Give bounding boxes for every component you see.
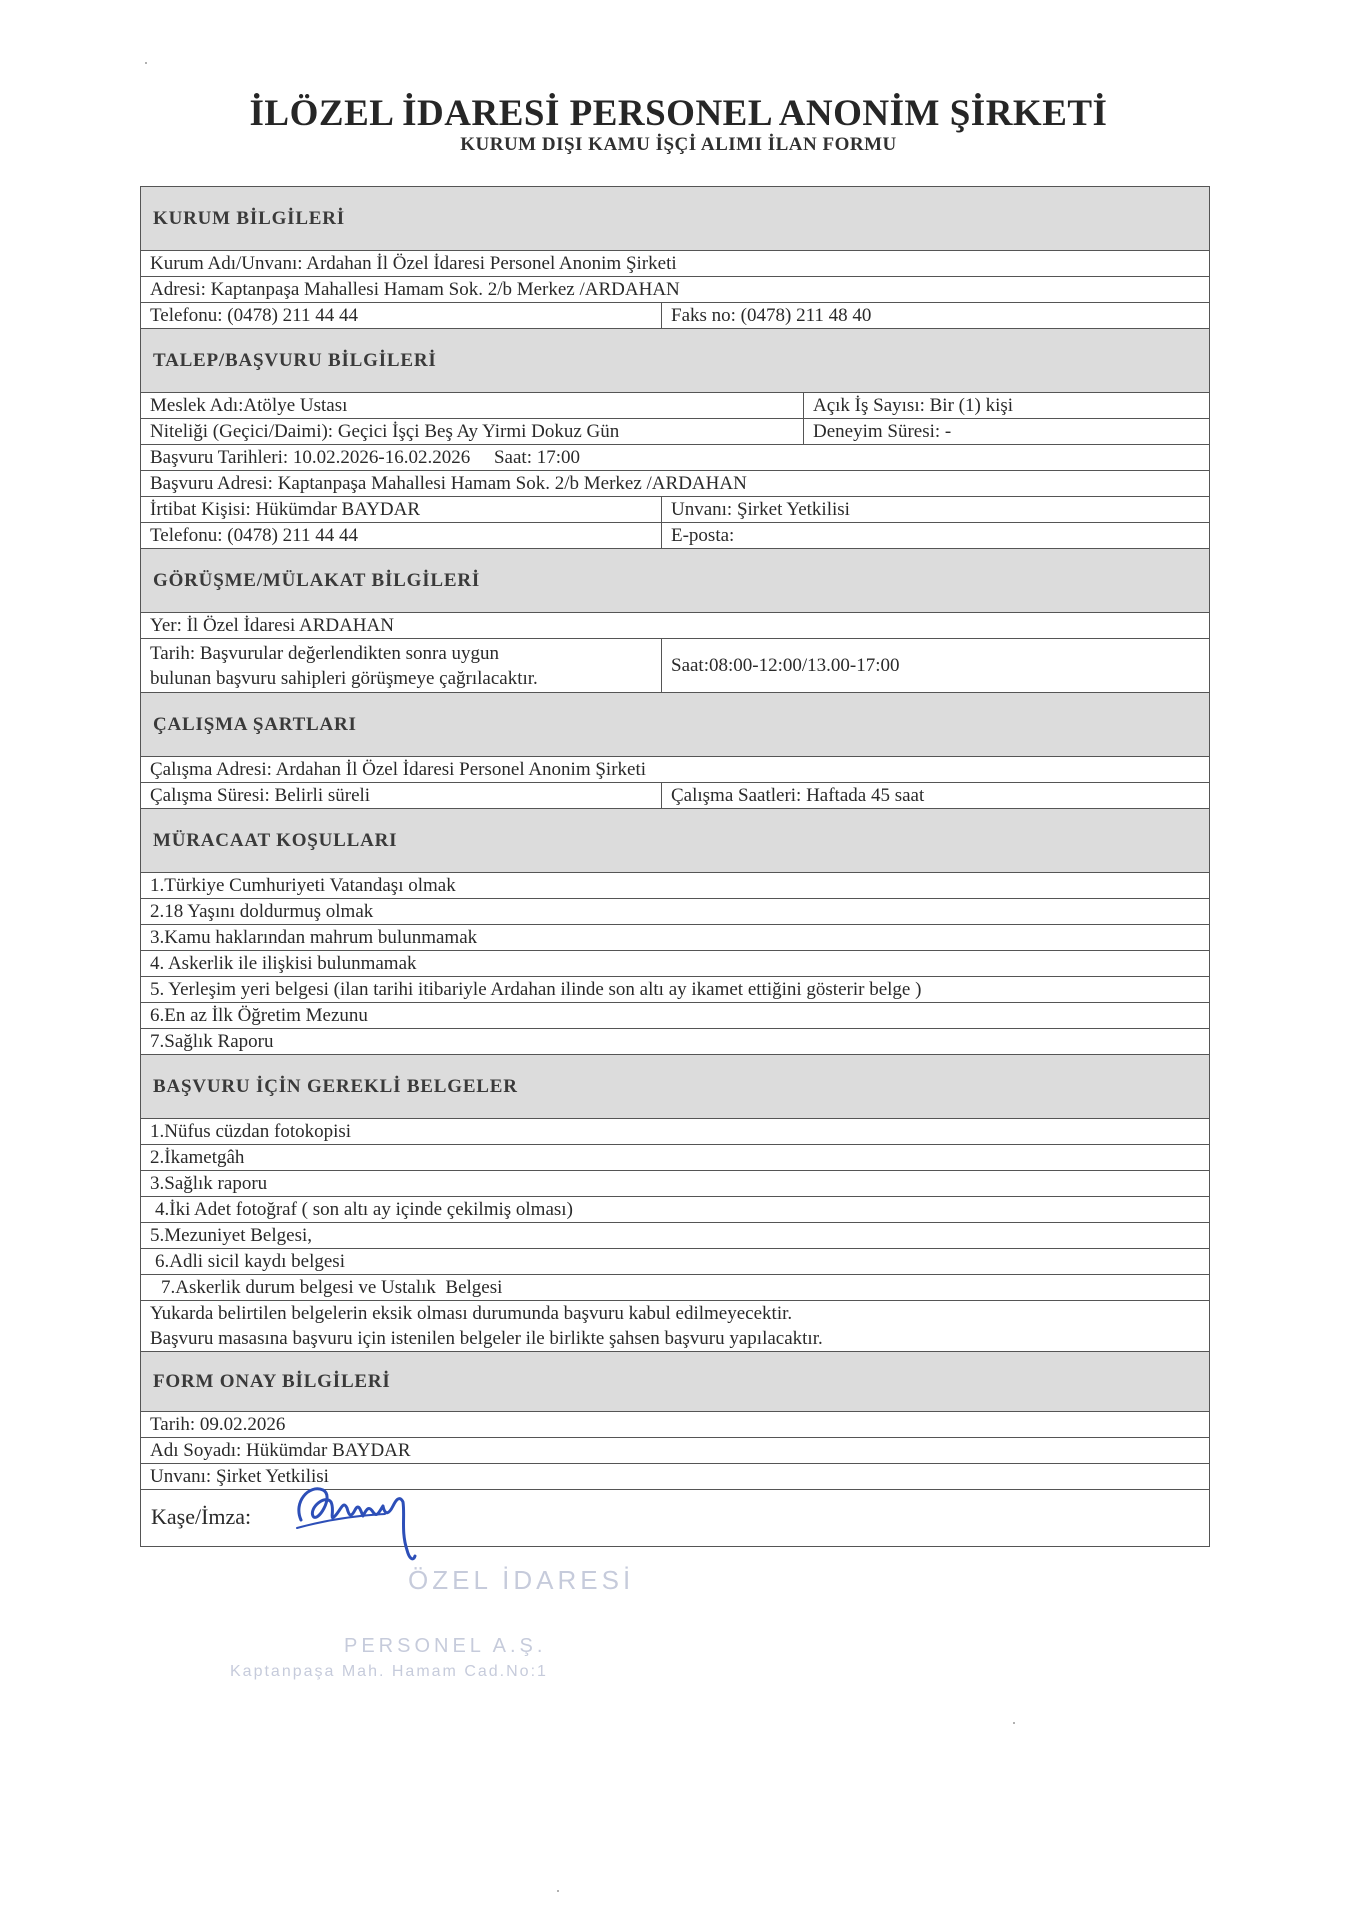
talep-phone: Telefonu: (0478) 211 44 44 xyxy=(150,525,358,546)
muracaat-item xyxy=(141,1003,1209,1029)
belge-item xyxy=(141,1197,1209,1223)
onay-date-row xyxy=(141,1412,1209,1438)
belge-item xyxy=(141,1275,1209,1301)
scan-speck xyxy=(1013,1722,1015,1724)
belge-item-4: 4.İki Adet fotoğraf ( son altı ay içinde çekilmiş olması) xyxy=(155,1199,573,1220)
gorusme-date-row xyxy=(141,639,1209,693)
kurum-phone: Telefonu: (0478) 211 44 44 xyxy=(150,305,358,326)
belge-item-1: 1.Nüfus cüzdan fotokopisi xyxy=(150,1121,352,1142)
muracaat-item-6: 6.En az İlk Öğretim Mezunu xyxy=(150,1005,368,1026)
muracaat-item-3: 3.Kamu haklarından mahrum bulunmamak xyxy=(150,927,478,948)
section-muracaat-heading: MÜRACAAT KOŞULLARI xyxy=(141,809,1209,873)
talep-job-row xyxy=(141,393,1209,419)
talep-openings: Açık İş Sayısı: Bir (1) kişi xyxy=(803,393,1209,418)
section-kurum-heading: KURUM BİLGİLERİ xyxy=(141,187,1209,251)
talep-phone-row xyxy=(141,523,1209,549)
page-subtitle: KURUM DIŞI KAMU İŞÇİ ALIMI İLAN FORMU xyxy=(460,134,897,155)
belgeler-note-1: Yukarda belirtilen belgelerin eksik olması durumunda başvuru kabul edilmeyecektir. xyxy=(150,1303,793,1324)
talep-address: Başvuru Adresi: Kaptanpaşa Mahallesi Hamam Sok. 2/b Merkez /ARDAHAN xyxy=(150,473,747,494)
kurum-name-row xyxy=(141,251,1209,277)
muracaat-item xyxy=(141,925,1209,951)
talep-nature: Niteliği (Geçici/Daimi): Geçici İşçi Beş Ay Yirmi Dokuz Gün xyxy=(150,421,620,442)
talep-address-row xyxy=(141,471,1209,497)
stamp-line-2: PERSONEL A.Ş. xyxy=(344,1635,547,1657)
talep-contact-title: Unvanı: Şirket Yetkilisi xyxy=(661,497,1209,522)
talep-email: E-posta: xyxy=(661,523,1209,548)
section-gorusme-heading: GÖRÜŞME/MÜLAKAT BİLGİLERİ xyxy=(141,549,1209,613)
signature-icon xyxy=(289,1472,439,1572)
belge-item xyxy=(141,1249,1209,1275)
calisma-duration-row xyxy=(141,783,1209,809)
belge-item-7: 7.Askerlik durum belgesi ve Ustalık Belgesi xyxy=(161,1277,503,1298)
belge-item-6: 6.Adli sicil kaydı belgesi xyxy=(155,1251,345,1272)
kurum-name: Kurum Adı/Unvanı: Ardahan İl Özel İdaresi Personel Anonim Şirketi xyxy=(150,253,677,274)
kurum-fax: Faks no: (0478) 211 48 40 xyxy=(661,303,1209,328)
calisma-hours: Çalışma Saatleri: Haftada 45 saat xyxy=(661,783,1209,808)
section-onay-heading: FORM ONAY BİLGİLERİ xyxy=(141,1352,1209,1412)
calisma-address-row xyxy=(141,757,1209,783)
muracaat-item-5: 5. Yerleşim yeri belgesi (ilan tarihi itibariyle Ardahan ilinde son altı ay ikamet ettiğini gösterir belge ) xyxy=(150,979,922,1000)
muracaat-item xyxy=(141,977,1209,1003)
gorusme-date-line1: Tarih: Başvurular değerlendikten sonra uygun xyxy=(150,643,500,664)
stamp-signature-label: Kaşe/İmza: xyxy=(151,1504,252,1529)
section-calisma-heading: ÇALIŞMA ŞARTLARI xyxy=(141,693,1209,757)
belge-item-3: 3.Sağlık raporu xyxy=(150,1173,268,1194)
belge-item-5: 5.Mezuniyet Belgesi, xyxy=(150,1225,312,1246)
kurum-contact-row xyxy=(141,303,1209,329)
talep-nature-row xyxy=(141,419,1209,445)
gorusme-date-line2: bulunan başvuru sahipleri görüşmeye çağrılacaktır. xyxy=(150,668,538,689)
muracaat-item-7: 7.Sağlık Raporu xyxy=(150,1031,274,1052)
belge-item xyxy=(141,1223,1209,1249)
talep-contact-row xyxy=(141,497,1209,523)
onay-title: Unvanı: Şirket Yetkilisi xyxy=(150,1466,329,1487)
belge-item xyxy=(141,1171,1209,1197)
calisma-address: Çalışma Adresi: Ardahan İl Özel İdaresi Personel Anonim Şirketi xyxy=(150,759,647,780)
belge-item xyxy=(141,1119,1209,1145)
muracaat-item xyxy=(141,1029,1209,1055)
talep-job: Meslek Adı:Atölye Ustası xyxy=(150,395,348,416)
page-title: İLÖZEL İDARESİ PERSONEL ANONİM ŞİRKETİ xyxy=(249,93,1108,134)
belgeler-notes-row xyxy=(141,1301,1209,1352)
muracaat-item xyxy=(141,951,1209,977)
talep-experience: Deneyim Süresi: - xyxy=(803,419,1209,444)
onay-name: Adı Soyadı: Hükümdar BAYDAR xyxy=(150,1440,411,1461)
stamp-line-3: Kaptanpaşa Mah. Hamam Cad.No:1 xyxy=(230,1663,548,1680)
kurum-address: Adresi: Kaptanpaşa Mahallesi Hamam Sok. 2/b Merkez /ARDAHAN xyxy=(150,279,680,300)
talep-contact: İrtibat Kişisi: Hükümdar BAYDAR xyxy=(150,499,421,520)
muracaat-item xyxy=(141,873,1209,899)
announcement-form xyxy=(140,186,1210,1547)
gorusme-time: Saat:08:00-12:00/13.00-17:00 xyxy=(661,639,1209,692)
muracaat-item-4: 4. Askerlik ile ilişkisi bulunmamak xyxy=(150,953,417,974)
belge-item-2: 2.İkametgâh xyxy=(150,1147,245,1168)
stamp-line-1: ÖZEL İDARESİ xyxy=(408,1565,635,1595)
belge-item xyxy=(141,1145,1209,1171)
calisma-duration: Çalışma Süresi: Belirli süreli xyxy=(150,785,371,806)
scan-speck xyxy=(145,62,147,64)
onay-name-row xyxy=(141,1438,1209,1464)
gorusme-date xyxy=(141,639,661,692)
muracaat-item-2: 2.18 Yaşını doldurmuş olmak xyxy=(150,901,374,922)
gorusme-place-row xyxy=(141,613,1209,639)
belgeler-note-2: Başvuru masasına başvuru için istenilen belgeler ile birlikte şahsen başvuru yapılacaktır. xyxy=(150,1328,823,1349)
talep-dates-row xyxy=(141,445,1209,471)
talep-dates: Başvuru Tarihleri: 10.02.2026-16.02.2026 Saat: 17:00 xyxy=(150,447,580,468)
muracaat-item xyxy=(141,899,1209,925)
muracaat-item-1: 1.Türkiye Cumhuriyeti Vatandaşı olmak xyxy=(150,875,456,896)
onay-signature-row xyxy=(141,1490,1209,1546)
onay-date: Tarih: 09.02.2026 xyxy=(150,1414,286,1435)
section-belgeler-heading: BAŞVURU İÇİN GEREKLİ BELGELER xyxy=(141,1055,1209,1119)
gorusme-place: Yer: İl Özel İdaresi ARDAHAN xyxy=(150,615,394,636)
scan-speck xyxy=(557,1890,559,1892)
kurum-address-row xyxy=(141,277,1209,303)
section-talep-heading: TALEP/BAŞVURU BİLGİLERİ xyxy=(141,329,1209,393)
